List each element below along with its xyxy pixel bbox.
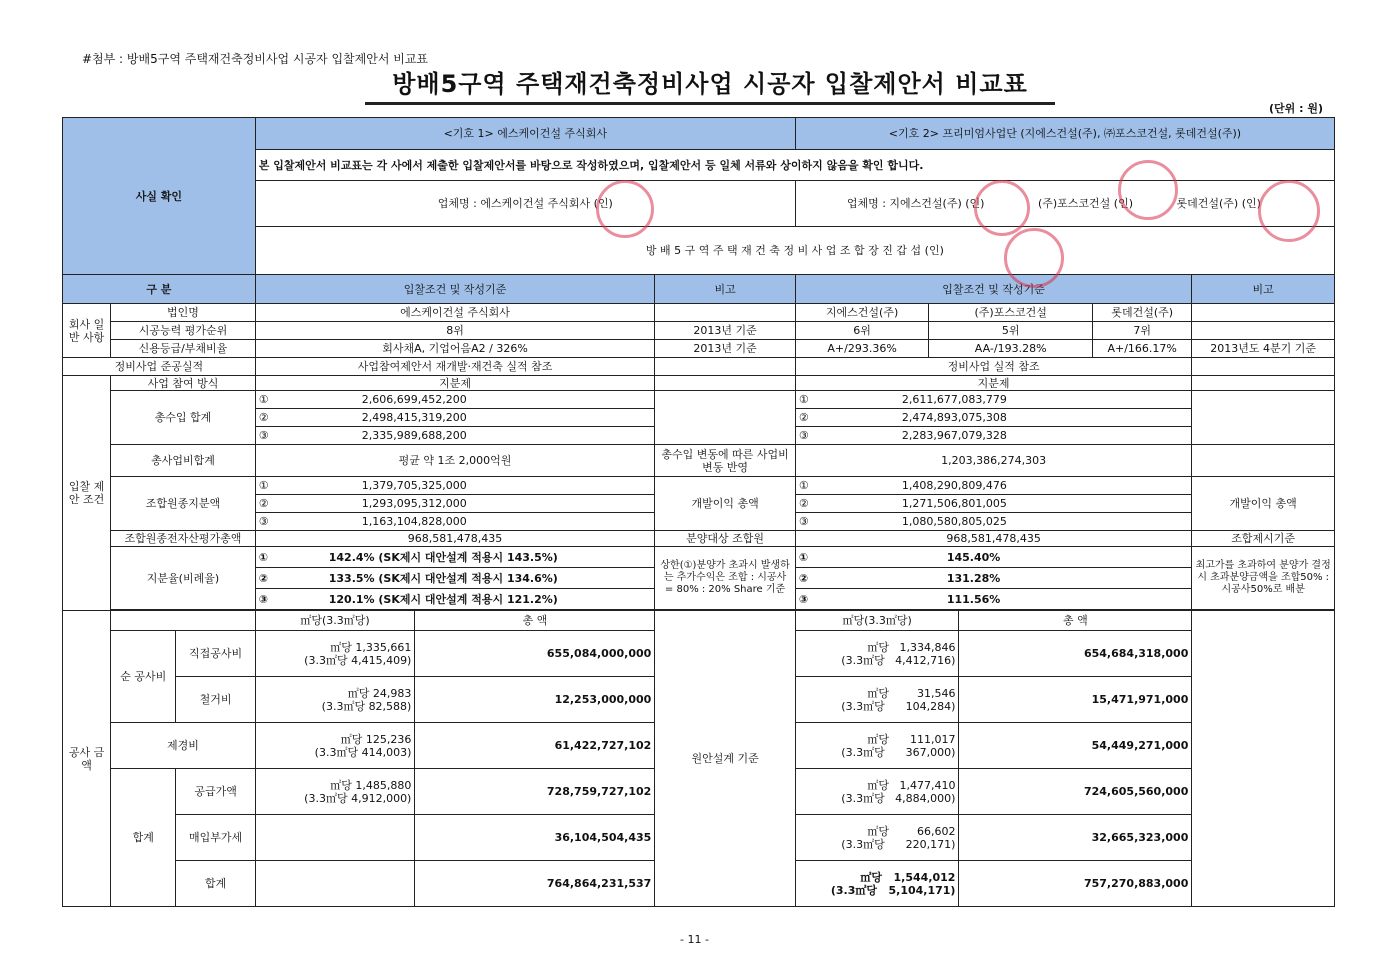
cell: 개발이익 총액 — [1192, 477, 1335, 531]
net-cost-label: 순 공사비 — [111, 631, 176, 723]
cond2-header: 입찰조건 및 작성기준 — [795, 275, 1192, 304]
lotte-seal — [1258, 180, 1320, 242]
sk-supply-total: 728,759,727,102 — [415, 769, 655, 815]
sk-direct-total: 655,084,000,000 — [415, 631, 655, 677]
cell — [1192, 358, 1335, 376]
cell: 정비사업 실적 참조 — [795, 358, 1192, 376]
overhead-label: 제경비 — [111, 723, 256, 769]
cell — [1192, 611, 1335, 907]
sk-seal — [596, 180, 654, 238]
cell — [655, 358, 796, 376]
ratio1-row: ② 133.5% (SK제시 대안설계 적용시 134.6%) — [255, 568, 655, 589]
sk-over-unit: ㎡당 125,236 (3.3㎡당 414,003) — [255, 723, 415, 769]
pm-direct-unit: ㎡당 1,334,846 (3.3㎡당 4,412,716) — [795, 631, 959, 677]
ratio2-row: ② 131.28% — [795, 568, 1192, 589]
sk-direct-unit: ㎡당 1,335,661 (3.3㎡당 4,415,409) — [255, 631, 415, 677]
vat-label: 매입부가세 — [176, 815, 255, 861]
income1-row: ③ 2,335,989,688,200 — [255, 427, 655, 445]
construction-group-label: 공사 금액 — [63, 611, 111, 907]
cell — [1192, 445, 1335, 477]
cell: 평균 약 1조 2,000억원 — [255, 445, 655, 477]
cell: A+/166.17% — [1092, 340, 1191, 358]
total-label: 합계 — [176, 861, 255, 907]
ratio1-row: ① 142.4% (SK제시 대안설계 적용시 143.5%) — [255, 547, 655, 568]
cell: 968,581,478,435 — [795, 531, 1192, 547]
cell: 1,203,386,274,303 — [795, 445, 1192, 477]
cell: 사업참여제안서 재개발·재건축 실적 참조 — [255, 358, 655, 376]
cond1-header: 입찰조건 및 작성기준 — [255, 275, 655, 304]
income2-row: ② 2,474,893,075,308 — [795, 409, 1192, 427]
cell: 지분제 — [795, 376, 1192, 391]
document-title: 방배5구역 주택재건축정비사업 시공자 입찰제안서 비교표 — [365, 66, 1055, 105]
pm-sum-unit: ㎡당 1,544,012 (3.3㎡당 5,104,171) — [795, 861, 959, 907]
cell — [655, 376, 796, 391]
share2-row: ③ 1,080,580,805,025 — [795, 513, 1192, 531]
cell: 2013년도 4분기 기준 — [1192, 340, 1335, 358]
cell: 지분제 — [255, 376, 655, 391]
row-label: 지분율(비례율) — [111, 547, 256, 610]
total-header: 총 액 — [959, 611, 1192, 631]
unit-header: ㎡당(3.3㎡당) — [795, 611, 959, 631]
pm-supply-total: 724,605,560,000 — [959, 769, 1192, 815]
cell — [1192, 322, 1335, 340]
share1-row: ③ 1,163,104,828,000 — [255, 513, 655, 531]
cell: 7위 — [1092, 322, 1191, 340]
cell — [1192, 304, 1335, 322]
cell — [1192, 391, 1335, 445]
cell: 8위 — [255, 322, 655, 340]
construction-remark: 원안설계 기준 — [655, 611, 796, 907]
pm-vat-unit: ㎡당 66,602 (3.3㎡당 220,171) — [795, 815, 959, 861]
share1-row: ② 1,293,095,312,000 — [255, 495, 655, 513]
comparison-table — [62, 117, 1335, 907]
total-header: 총 액 — [415, 611, 655, 631]
cell: 5위 — [929, 322, 1093, 340]
row-label: 사업 참여 방식 — [111, 376, 256, 391]
cell: 2013년 기준 — [655, 340, 796, 358]
cell — [655, 304, 796, 322]
cell: 개발이익 총액 — [655, 477, 796, 531]
row-label: 조합원종지분액 — [111, 477, 256, 531]
cell: (주)포스코건설 — [929, 304, 1093, 322]
sk-demo-total: 12,253,000,000 — [415, 677, 655, 723]
pm-sum-total: 757,270,883,000 — [959, 861, 1192, 907]
sk-sum-total: 764,864,231,537 — [415, 861, 655, 907]
fact-check-label: 사실 확인 — [63, 118, 256, 275]
cell: 에스케이건설 주식회사 — [255, 304, 655, 322]
row-label: 총수입 합계 — [111, 391, 256, 445]
unit-header: ㎡당(3.3㎡당) — [255, 611, 415, 631]
pm-supply-unit: ㎡당 1,477,410 (3.3㎡당 4,884,000) — [795, 769, 959, 815]
pm-over-unit: ㎡당 111,017 (3.3㎡당 367,000) — [795, 723, 959, 769]
cell: A+/293.36% — [795, 340, 929, 358]
cell — [655, 391, 796, 445]
cell: 상한(①)분양가 초과시 발생하는 추가수익은 조합 : 시공사 = 80% : 20% Share 기준 — [655, 547, 796, 610]
chairman-seal-line: 방 배 5 구 역 주 택 재 건 축 정 비 사 업 조 합 장 진 갑 섭 (인) — [255, 227, 1334, 275]
company1-seal-line: 업체명 : 에스케이건설 주식회사 (인) — [255, 181, 795, 227]
general-group-label: 회사 일반 사항 — [63, 304, 111, 358]
cell: 분양대상 조합원 — [655, 531, 796, 547]
sk-vat-total: 36,104,504,435 — [415, 815, 655, 861]
confirm-text: 본 입찰제안서 비교표는 각 사에서 제출한 입찰제안서를 바탕으로 작성하였으며, 입찰제안서 등 일체 서류와 상이하지 않음을 확인 합니다. — [255, 150, 1334, 181]
remark2-header: 비고 — [1192, 275, 1335, 304]
share2-row: ② 1,271,506,801,005 — [795, 495, 1192, 513]
demolition-label: 철거비 — [176, 677, 255, 723]
cell — [1192, 376, 1335, 391]
cell: 968,581,478,435 — [255, 531, 655, 547]
cell: 롯데건설(주) — [1092, 304, 1191, 322]
sk-over-total: 61,422,727,102 — [415, 723, 655, 769]
bidder2-header: <기호 2> 프리미엄사업단 (지에스건설(주), ㈜포스코건설, 롯데건설(주)) — [795, 118, 1334, 150]
share1-row: ① 1,379,705,325,000 — [255, 477, 655, 495]
cell: 조합제시기준 — [1192, 531, 1335, 547]
sum-group-label: 합계 — [111, 769, 176, 907]
attachment-note: #첨부 : 방배5구역 주택재건축정비사업 시공자 입찰제안서 비교표 — [82, 52, 429, 66]
row-label: 법인명 — [111, 304, 256, 322]
cell: 2013년 기준 — [655, 322, 796, 340]
cell: 최고가를 초과하여 분양가 결정시 초과분양금액을 조합50% : 시공사50%로 배분 — [1192, 547, 1335, 610]
income1-row: ① 2,606,699,452,200 — [255, 391, 655, 409]
cell: 회사채A, 기업어음A2 / 326% — [255, 340, 655, 358]
sk-supply-unit: ㎡당 1,485,880 (3.3㎡당 4,912,000) — [255, 769, 415, 815]
ratio2-row: ① 145.40% — [795, 547, 1192, 568]
income1-row: ② 2,498,415,319,200 — [255, 409, 655, 427]
page-number: - 11 - — [680, 933, 709, 946]
row-label: 조합원종전자산평가총액 — [111, 531, 256, 547]
cell: 지에스건설(주) — [795, 304, 929, 322]
cell — [111, 611, 256, 631]
row-label: 시공능력 평가순위 — [111, 322, 256, 340]
supply-label: 공급가액 — [176, 769, 255, 815]
cell: 6위 — [795, 322, 929, 340]
pm-vat-total: 32,665,323,000 — [959, 815, 1192, 861]
pm-over-total: 54,449,271,000 — [959, 723, 1192, 769]
sk-sum-unit — [255, 861, 415, 907]
row-label: 정비사업 준공실적 — [63, 358, 256, 376]
sk-vat-unit — [255, 815, 415, 861]
unit-note: (단위 : 원) — [1269, 102, 1323, 115]
bid-group-label: 입찰 제안 조건 — [63, 376, 111, 611]
chairman-seal — [1004, 228, 1064, 288]
company2-seal-line: 업체명 : 지에스건설(주) (인) (주)포스코건설 (인) 롯데건설(주) (인) — [795, 181, 1334, 227]
ratio1-row: ③ 120.1% (SK제시 대안설계 적용시 121.2%) — [255, 589, 655, 610]
direct-cost-label: 직접공사비 — [176, 631, 255, 677]
income2-row: ① 2,611,677,083,779 — [795, 391, 1192, 409]
share2-row: ① 1,408,290,809,476 — [795, 477, 1192, 495]
remark1-header: 비고 — [655, 275, 796, 304]
row-label: 총사업비합계 — [111, 445, 256, 477]
gs-seal — [974, 180, 1030, 236]
cell: 총수입 변동에 따른 사업비변동 반영 — [655, 445, 796, 477]
row-label: 신용등급/부채비율 — [111, 340, 256, 358]
category-header: 구 분 — [63, 275, 256, 304]
sk-demo-unit: ㎡당 24,983 (3.3㎡당 82,588) — [255, 677, 415, 723]
income2-row: ③ 2,283,967,079,328 — [795, 427, 1192, 445]
cell: AA-/193.28% — [929, 340, 1093, 358]
pm-demo-total: 15,471,971,000 — [959, 677, 1192, 723]
pm-direct-total: 654,684,318,000 — [959, 631, 1192, 677]
posco-seal — [1118, 160, 1178, 220]
pm-demo-unit: ㎡당 31,546 (3.3㎡당 104,284) — [795, 677, 959, 723]
bidder1-header: <기호 1> 에스케이건설 주식회사 — [255, 118, 795, 150]
ratio2-row: ③ 111.56% — [795, 589, 1192, 610]
